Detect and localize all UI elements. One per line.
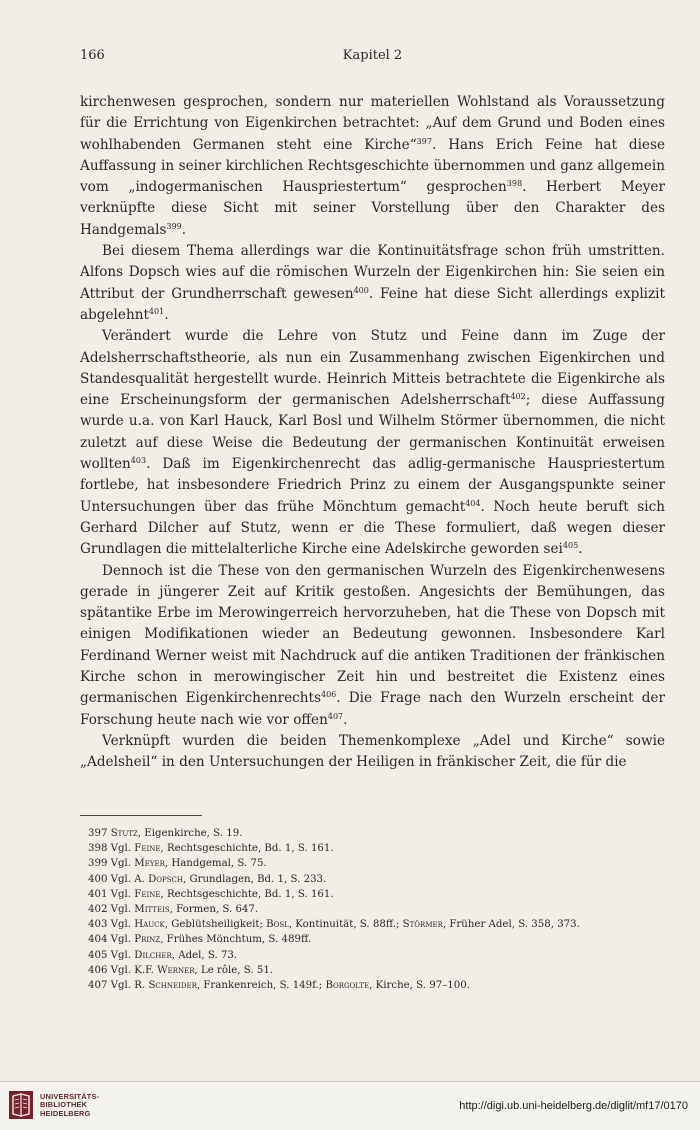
footnote [88,948,648,963]
author-name: Dopsch [148,873,184,885]
paragraph-text: . Noch heute beruft sich Gerhard Dilcher auf Stutz, wenn er die These formuliert, daß wegen dieser Grundlagen die mittelalterliche Kirche eine Adelskirche geworden sei [80,498,665,558]
footnote-separator [80,815,202,816]
footnote [88,872,648,887]
library-logo-icon [8,1090,34,1120]
footnote-text: 397 [88,828,111,839]
author-name: Feine [134,888,161,900]
footnote-reference: 402 [510,392,526,402]
author-name: Werner [157,964,195,976]
footnote-text: , Formen, S. 647. [169,904,259,916]
footnote-text: 405 Vgl. [88,949,135,961]
paragraph-text: . [343,711,348,728]
footnote-reference: 399 [166,221,182,231]
author-name: Prinz [134,934,161,946]
footnote-reference: 407 [327,711,344,721]
footnote-text: , Eigenkirche, S. 19. [137,828,243,839]
footnote-reference: 401 [148,306,165,316]
author-name: Störmer [402,919,443,931]
footnote [88,826,648,841]
library-name [40,1093,99,1118]
footnote [88,856,648,871]
footnote-text: 400 Vgl. A. [88,873,149,885]
footnote [88,887,648,902]
paragraph-text: Dennoch ist die These von den germanischen Wurzeln des Eigenkirchenwesens gerade in jüngerer Zeit auf Kritik gestoßen. Angesichts der Bemühungen, das spätantike Erbe im Merowingerreich hervorzuheben, hat die These von Dopsch mit einigen Modifikationen wieder an Bedeutung gewonnen. Insbesondere Karl Ferdinand Werner weist mit Nachdruck auf die antiken Traditionen der fränkischen Kirche schon in merowingischer Zeit hin und bestreitet die Existenz eines germanischen Eigenkirchenrechts [80,562,665,707]
paragraph-text: . [164,306,169,323]
footnote [88,902,648,917]
paragraph [80,92,665,241]
footnote-text: , Grundlagen, Bd. 1, S. 233. [183,873,327,885]
author-name: Hauck [134,919,165,931]
footnote-text: , Rechtsgeschichte, Bd. 1, S. 161. [160,843,334,855]
paragraph-text: Bei diesem Thema allerdings war die Kontinuitätsfrage schon früh umstritten. Alfons Dopsch wies auf die römischen Wurzeln der Eigenkirchen hin: Sie seien ein Attribut der Grundherrschaft gewesen [80,243,665,302]
library-name-line1: UNIVERSITÄTS- [40,1092,100,1101]
footnote-text: 399 Vgl. [88,858,135,870]
footnote-text: , Adel, S. 73. [171,949,238,961]
author-name: Borgolte [325,980,370,992]
author-name: Stutz [110,828,138,839]
footnote-reference: 406 [320,690,337,700]
footnote-reference: 400 [353,285,369,295]
footnote [88,963,648,978]
page-header [80,48,665,70]
paragraph-text: Verknüpft wurden die beiden Themenkomplexe „Adel und Kirche“ sowie „Adelsheil“ in den Untersuchungen der Heiligen in fränkischer Zeit, die für die [80,732,665,771]
footnote-reference: 404 [465,498,481,508]
body-text [80,92,665,774]
footnote-text: , Früher Adel, S. 358, 373. [442,919,580,931]
author-name: Feine [134,843,161,855]
paragraph [80,731,665,774]
library-name-line3: HEIDELBERG [40,1108,91,1118]
footnote-text: 398 Vgl. [88,843,135,855]
footnote-text: , Kirche, S. 97–100. [369,980,470,992]
paragraph [80,326,665,560]
paragraph-text: Verändert wurde die Lehre von Stutz und Feine dann im Zuge der Adelsherrschaftstheorie, als nun ein Zusammenhang zwischen Eigenkirchen und Standesqualität hergestellt wurde. Heinrich Mitteis betrachtete die Eigenkirche als eine Erscheinungsform der germanischen Adelsherrschaft [80,328,665,409]
author-name: Bosl [266,919,289,931]
author-name: Dilcher [134,949,172,961]
footnote-text: , Geblütsheiligkeit; [164,919,267,931]
paragraph-text: ; diese Auffassung wurde u.a. von Karl Hauck, Karl Bosl und Wilhelm Störmer übernommen, die nicht zuletzt auf diese Weise die Bedeutung der germanischen Kontinuität erweisen wollten [80,392,665,473]
paragraph [80,241,665,326]
footnote-text: 402 Vgl. [88,904,135,916]
paragraph-text: . Daß im Eigenkirchenrecht das adlig-germanische Hauspriestertum fortlebe, hat insbesondere Friedrich Prinz zu einem der Ausgangspunkte seiner Untersuchungen über das frühe Mönchtum gemacht [80,456,665,515]
author-name: Meyer [134,858,165,870]
footnote-reference: 398 [506,179,523,189]
footnote [88,932,648,947]
footnote-text: 403 Vgl. [88,919,135,931]
library-name-line2: BIBLIOTHEK [40,1100,88,1110]
footnote-text: , Kontinuität, S. 88ff.; [288,919,403,931]
paragraph-text: . Die Frage nach den Wurzeln erscheint der Forschung heute nach wie vor offen [80,690,665,728]
author-name: Schneider [148,980,197,992]
paragraph-text: . Herbert Meyer verknüpfte diese Sicht mit seiner Vorstellung über den Charakter des Handgemals [80,179,665,238]
footnote-text: , Frühes Mönchtum, S. 489ff. [160,934,312,946]
footnote [88,917,648,932]
source-url-link[interactable]: http://digi.ub.uni-heidelberg.de/diglit/mf17/0170 [459,1100,688,1112]
page-number: 166 [80,48,105,63]
running-head: Kapitel 2 [342,48,403,63]
footer-bar [0,1081,700,1130]
footnote-reference: 405 [562,541,579,551]
author-name: Mitteis [134,904,170,916]
footnote-reference: 403 [130,456,147,466]
footnote-text: , Rechtsgeschichte, Bd. 1, S. 161. [160,888,334,900]
paragraph [80,561,665,731]
footnote-reference: 397 [416,136,432,146]
paragraph-text: . [578,541,583,558]
footnote [88,841,648,856]
footnote-text: 407 Vgl. R. [88,980,149,992]
paragraph-text: . Feine hat diese Sicht allerdings explizit abgelehnt [80,285,665,323]
footnotes [88,826,648,993]
paragraph-text: kirchenwesen gesprochen, sondern nur materiellen Wohlstand als Voraussetzung für die Errichtung von Eigenkirchen betrachtet: „Auf dem Grund und Boden eines wohlhabenden Germanen steht eine Kirche“ [80,94,665,153]
footnote-text: 401 Vgl. [88,888,135,900]
footnote-text: 406 Vgl. K.F. [88,964,158,976]
footnote [88,978,648,993]
footnote-text: , Le rôle, S. 51. [194,964,274,976]
footnote-text: , Frankenreich, S. 149f.; [196,980,326,992]
paragraph-text: . [181,221,187,238]
footnote-text: 404 Vgl. [88,934,135,946]
footnote-text: , Handgemal, S. 75. [164,858,267,870]
paragraph-text: . Hans Erich Feine hat diese Auffassung in seiner kirchlichen Rechtsgeschichte übernommen und ganz allgemein vom „indogermanischen Hauspriestertum“ gesprochen [80,136,666,196]
